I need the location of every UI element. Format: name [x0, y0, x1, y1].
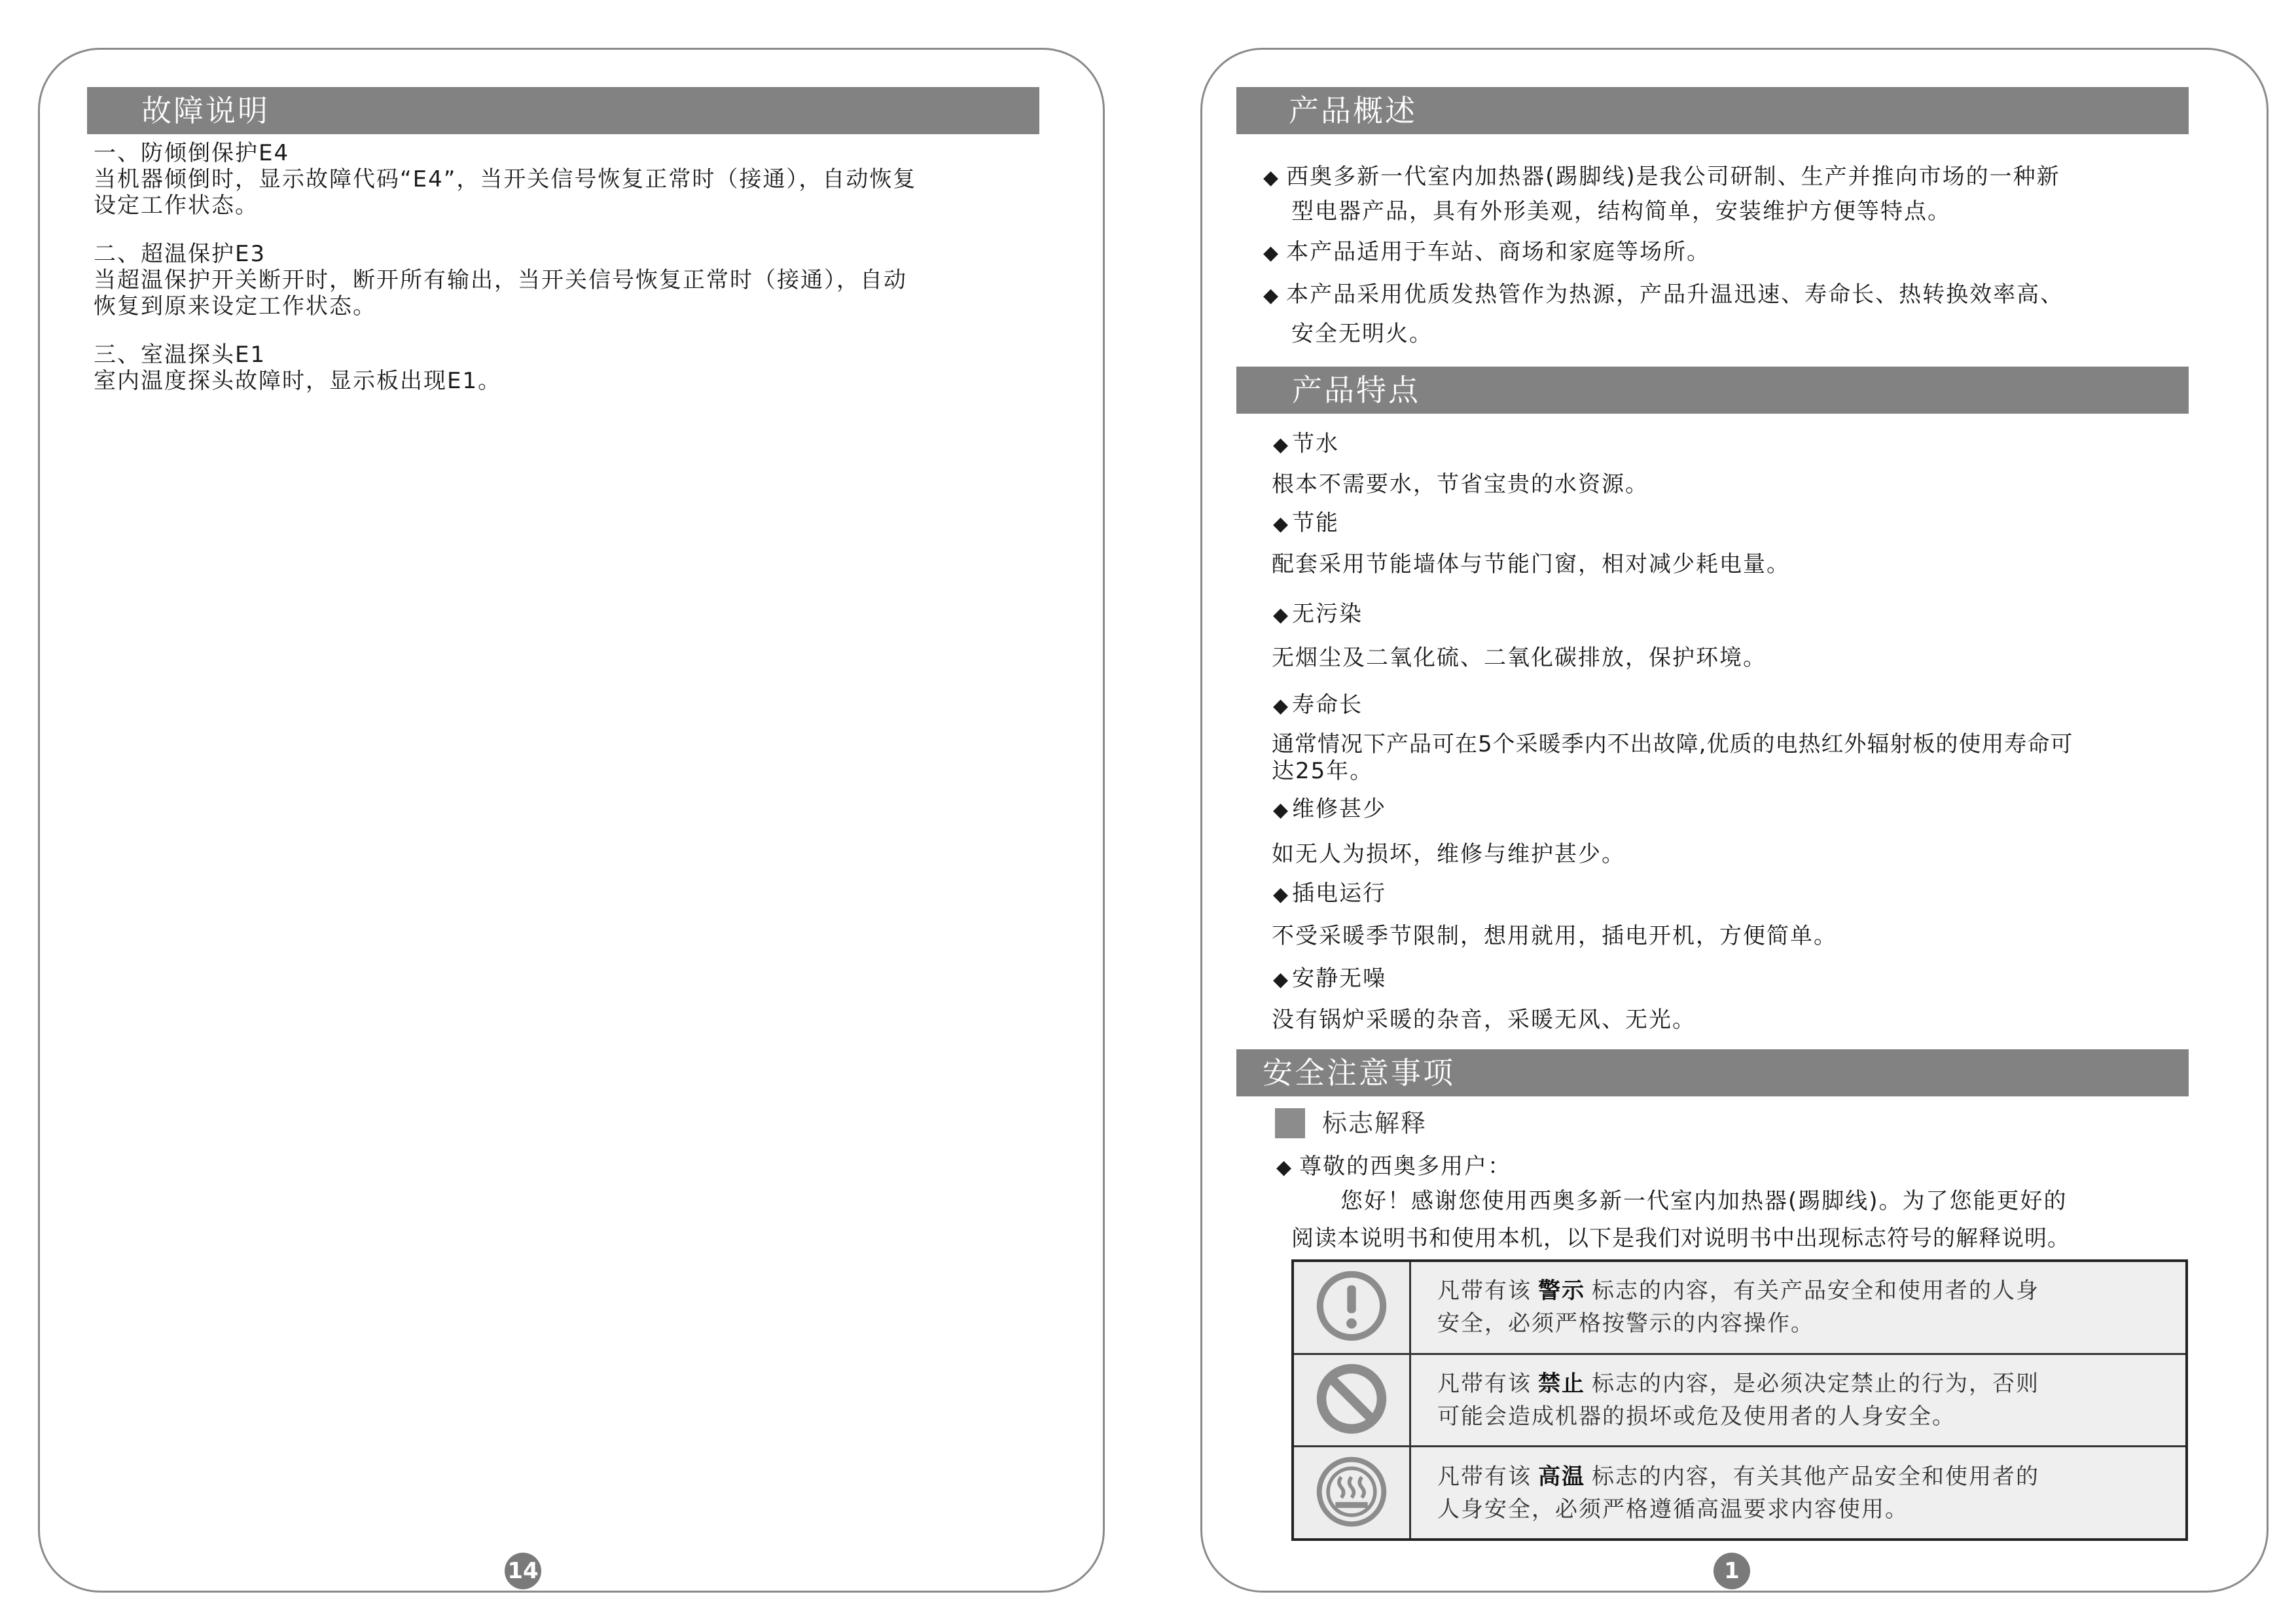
product-overview-title: 产品概述 — [1289, 93, 1417, 128]
sign-icon-cell — [1293, 1261, 1410, 1354]
fault-description-header — [87, 87, 1039, 134]
safety-intro-line: 您好！感谢您使用西奥多新一代室内加热器(踢脚线)。为了您能更好的 — [1340, 1188, 2068, 1214]
high-temperature-icon — [1315, 1455, 1388, 1528]
sign-description — [1410, 1261, 2187, 1354]
overview-item-continued: 安全无明火。 — [1291, 321, 1433, 347]
feature-desc-continued: 达25年。 — [1272, 758, 1374, 784]
table-row — [1293, 1354, 2187, 1447]
sign-text: 标志的内容，是必须决定禁止的行为，否则 — [1592, 1370, 2039, 1397]
page-number-left: 14 — [505, 1553, 541, 1589]
fault-line: 恢复到原来设定工作状态。 — [94, 293, 376, 319]
feature-desc: 无烟尘及二氧化硫、二氧化碳排放，保护环境。 — [1272, 645, 1767, 671]
sign-prefix: 凡带有该 — [1437, 1370, 1532, 1397]
fault-line: 当超温保护开关断开时，断开所有输出，当开关信号恢复正常时（接通），自动 — [94, 267, 907, 293]
fault-heading: 二、超温保护E3 — [94, 241, 266, 267]
feature-title-long-life: ◆ 寿命长 — [1273, 692, 1363, 719]
feature-desc: 配套采用节能墙体与节能门窗，相对减少耗电量。 — [1272, 551, 1790, 577]
safety-notes-header — [1236, 1049, 2189, 1096]
feature-title-no-pollution: ◆ 无污染 — [1273, 601, 1363, 628]
feature-desc: 没有锅炉采暖的杂音，采暖无风、无光。 — [1272, 1007, 1696, 1033]
sign-text: 安全，必须严格按警示的内容操作。 — [1437, 1310, 1814, 1337]
safety-intro-line: 阅读本说明书和使用本机，以下是我们对说明书中出现标志符号的解释说明。 — [1291, 1225, 2070, 1252]
sign-keyword: 高温 — [1538, 1463, 1585, 1490]
fault-line: 设定工作状态。 — [94, 192, 259, 219]
overview-item-continued: 型电器产品，具有外形美观，结构简单，安装维护方便等特点。 — [1291, 198, 1951, 225]
feature-desc: 如无人为损坏，维修与维护甚少。 — [1272, 841, 1625, 867]
feature-title-quiet: ◆ 安静无噪 — [1273, 965, 1386, 993]
prohibition-icon — [1315, 1362, 1388, 1435]
product-features-header — [1236, 367, 2189, 414]
sign-keyword: 警示 — [1538, 1278, 1585, 1305]
table-row — [1293, 1447, 2187, 1540]
feature-title-energy-saving: ◆ 节能 — [1273, 510, 1339, 537]
section-marker-square — [1275, 1108, 1305, 1138]
sign-keyword: 禁止 — [1538, 1370, 1585, 1397]
product-features-title: 产品特点 — [1292, 372, 1420, 408]
fault-section-e4 — [94, 140, 916, 219]
sign-text: 标志的内容，有关产品安全和使用者的人身 — [1592, 1278, 2039, 1305]
sign-description — [1410, 1447, 2187, 1540]
overview-item: ◆ 西奥多新一代室内加热器(踢脚线)是我公司研制、生产并推向市场的一种新 — [1263, 164, 2060, 191]
fault-line: 当机器倾倒时，显示故障代码“E4”，当开关信号恢复正常时（接通），自动恢复 — [94, 166, 917, 192]
fault-description-title: 故障说明 — [141, 93, 270, 128]
sign-prefix: 凡带有该 — [1437, 1278, 1532, 1305]
page-number-right: 1 — [1713, 1553, 1750, 1589]
sign-icon-cell — [1293, 1354, 1410, 1447]
sign-description — [1410, 1354, 2187, 1447]
sign-text: 标志的内容，有关其他产品安全和使用者的 — [1592, 1463, 2039, 1490]
safety-notes-title: 安全注意事项 — [1263, 1055, 1455, 1091]
overview-item: ◆ 本产品采用优质发热管作为热源，产品升温迅速、寿命长、热转换效率高、 — [1263, 281, 2064, 309]
feature-desc: 根本不需要水，节省宝贵的水资源。 — [1272, 471, 1649, 497]
sign-text: 人身安全，必须严格遵循高温要求内容使用。 — [1437, 1496, 1909, 1523]
fault-heading: 一、防倾倒保护E4 — [94, 140, 290, 166]
fault-heading: 三、室温探头E1 — [94, 342, 266, 368]
sign-explanation-subheading: 标志解释 — [1322, 1109, 1427, 1138]
sign-explanation-table — [1291, 1259, 2188, 1541]
feature-title-low-maintenance: ◆ 维修甚少 — [1273, 796, 1386, 823]
overview-item: ◆ 本产品适用于车站、商场和家庭等场所。 — [1263, 239, 1710, 266]
feature-title-plug-and-run: ◆ 插电运行 — [1273, 880, 1386, 908]
feature-desc: 通常情况下产品可在5个采暖季内不出故障,优质的电热红外辐射板的使用寿命可 — [1272, 731, 2073, 757]
product-overview-header — [1236, 87, 2189, 134]
table-row — [1293, 1261, 2187, 1354]
sign-prefix: 凡带有该 — [1437, 1463, 1532, 1490]
feature-title-water-saving: ◆ 节水 — [1273, 431, 1339, 458]
exclamation-icon — [1315, 1269, 1388, 1343]
safety-greeting: ◆ 尊敬的西奥多用户： — [1276, 1153, 1511, 1181]
fault-section-e1 — [94, 342, 501, 394]
fault-section-e3 — [94, 241, 907, 319]
sign-text: 可能会造成机器的损坏或危及使用者的人身安全。 — [1437, 1403, 1956, 1430]
sign-icon-cell — [1293, 1447, 1410, 1540]
fault-line: 室内温度探头故障时，显示板出现E1。 — [94, 368, 502, 394]
feature-desc: 不受采暖季节限制，想用就用，插电开机，方便简单。 — [1272, 923, 1837, 949]
